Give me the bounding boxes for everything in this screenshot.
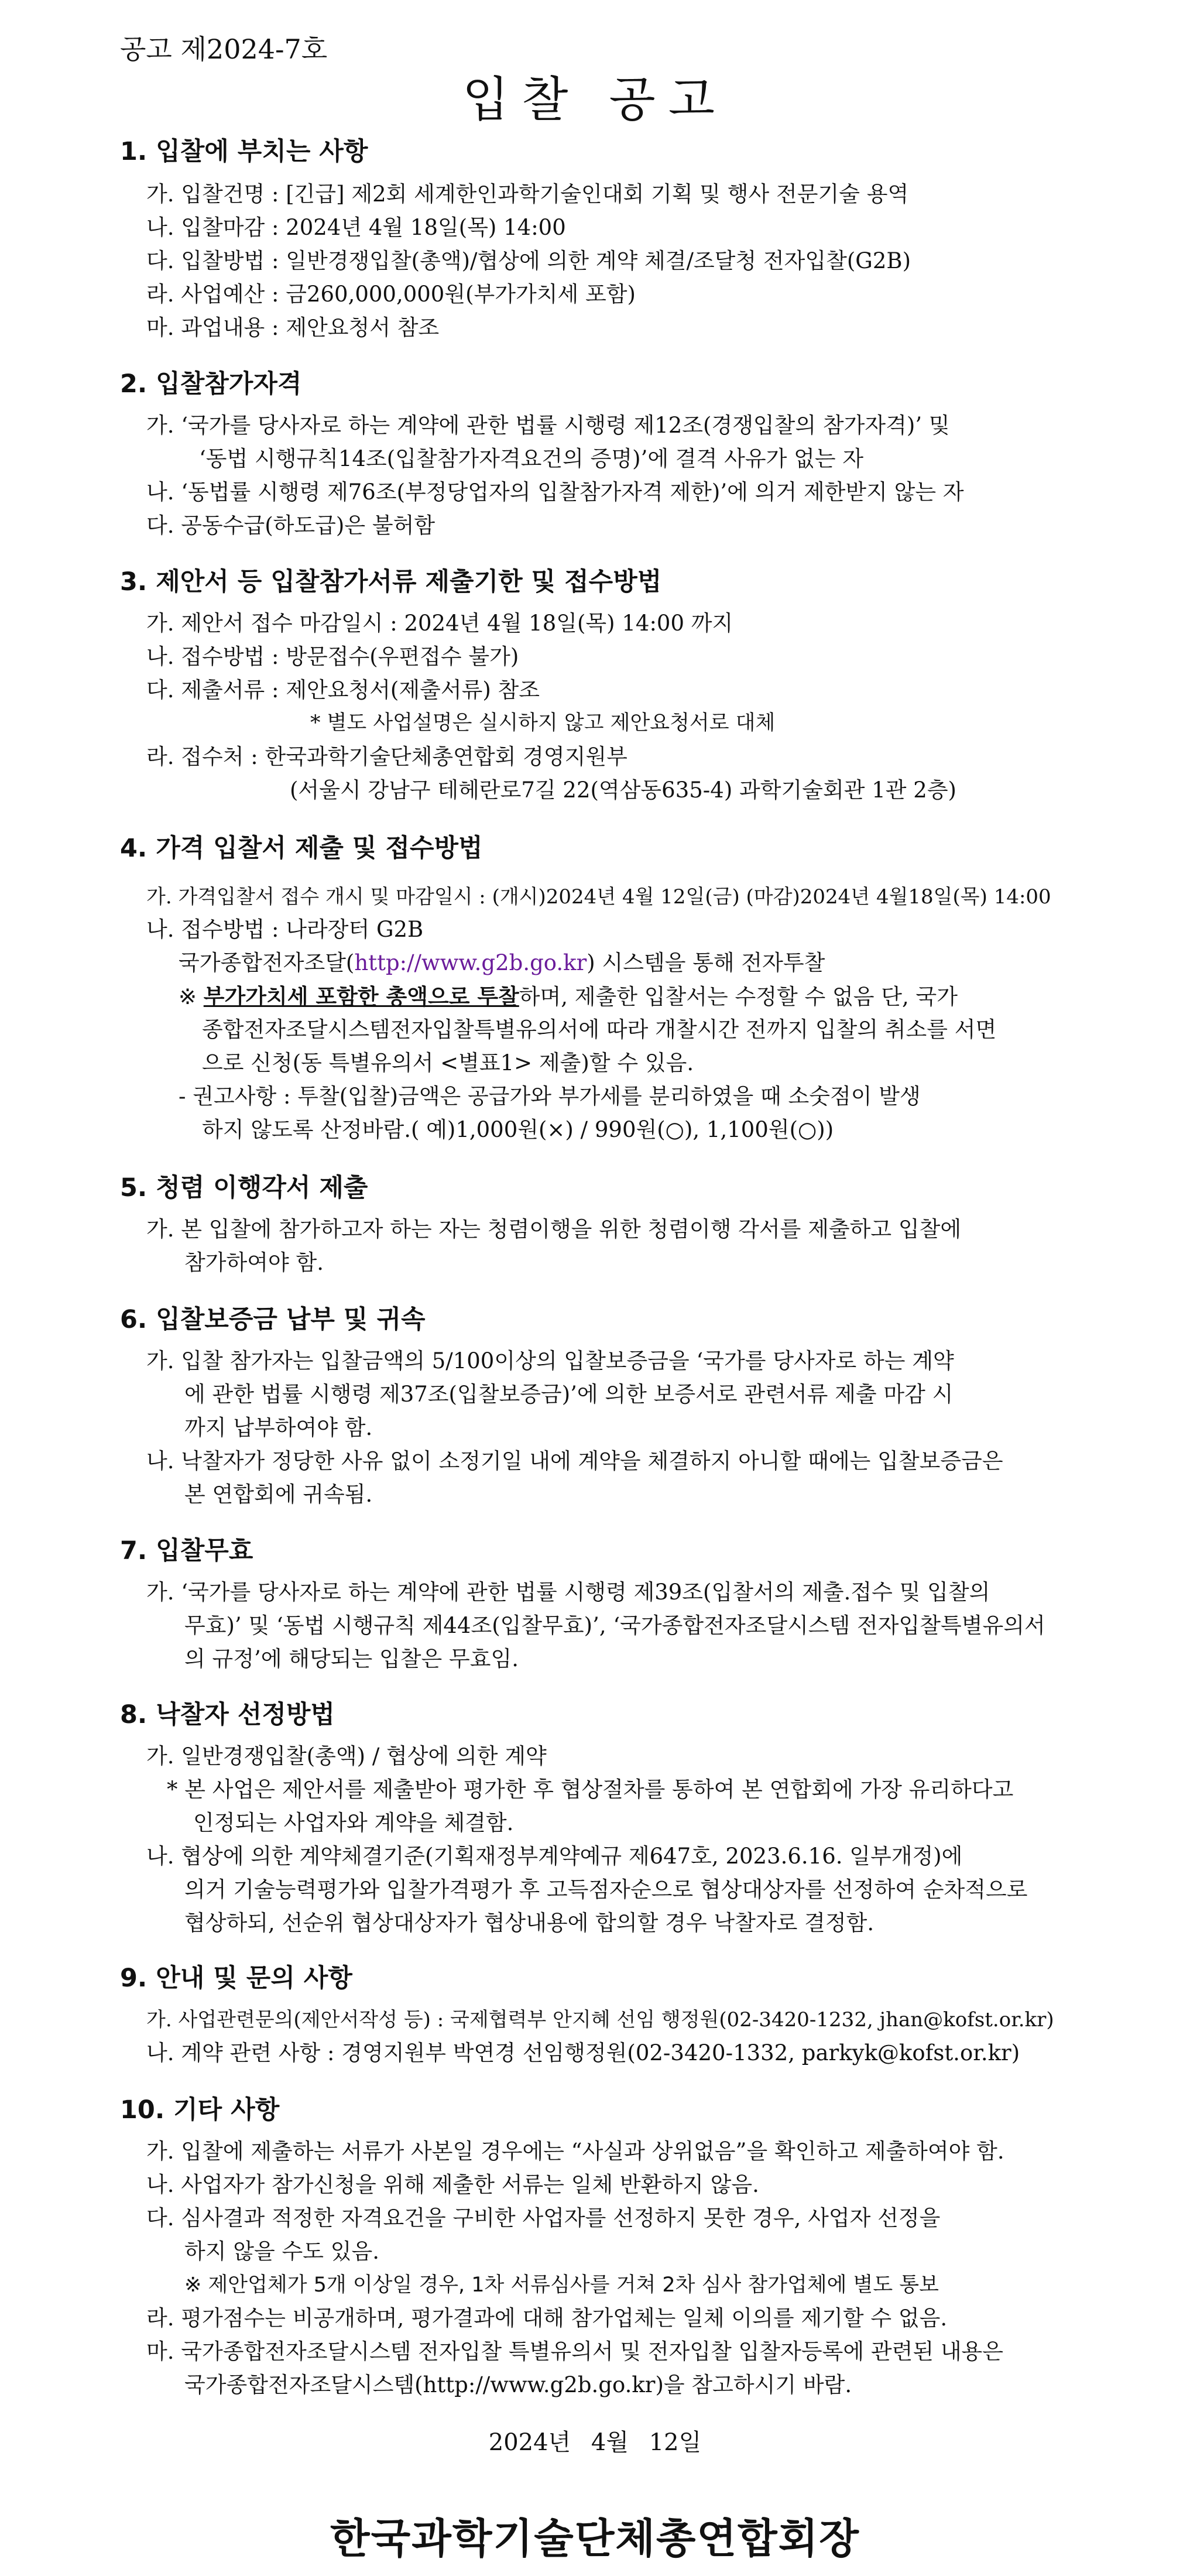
s10-line-4: 하지 않을 수도 있음. [184,2239,379,2264]
s8-line-3: 인정되는 사업자와 계약을 체결함. [193,1810,514,1835]
s6-line-2: 에 관한 법률 시행령 제37조(입찰보증금)’에 의한 보증서로 관련서류 제출 마감 시 [184,1382,954,1407]
section-3-heading: 3. 제안서 등 입찰참가서류 제출기한 및 접수방법 [120,567,662,597]
section-4-heading: 4. 가격 입찰서 제출 및 접수방법 [120,834,483,863]
section-7-heading: 7. 입찰무효 [120,1536,253,1566]
g2b-link[interactable]: http://www.g2b.go.kr [354,950,587,975]
page-title: 입찰 공고 [462,72,728,128]
section-9-heading: 9. 안내 및 문의 사항 [120,1964,352,1993]
section-5-heading: 5. 청렴 이행각서 제출 [120,1173,368,1203]
s10-line-7: 마. 국가종합전자조달시스템 전자입찰 특별유의서 및 전자입찰 입찰자등록에 관련된 내용은 [146,2339,1004,2364]
s10-line-3: 다. 심사결과 적정한 자격요건을 구비한 사업자를 선정하지 못한 경우, 사업자 선정을 [146,2205,941,2231]
s10-line-2: 나. 사업자가 참가신청을 위해 제출한 서류는 일체 반환하지 않음. [146,2172,759,2197]
s4-line-2: 나. 접수방법 : 나라장터 G2B [146,917,424,942]
s4-line-8: 하지 않도록 산정바람.( 예)1,000원(×) / 990원(○), 1,100원(○)) [202,1117,834,1142]
note-mark: ※ [179,984,204,1009]
section-2-heading: 2. 입찰참가자격 [120,369,302,399]
s8-line-6: 협상하되, 선순위 협상대상자가 협상내용에 합의할 경우 낙찰자로 결정함. [184,1910,875,1936]
s10-line-6: 라. 평가점수는 비공개하며, 평가결과에 대해 참가업체는 일체 이의를 제기할 수 없음. [146,2306,948,2331]
s10-line-1: 가. 입찰에 제출하는 서류가 사본일 경우에는 “사실과 상위없음”을 확인하고 제출하여야 함. [146,2139,1004,2164]
section-10-heading: 10. 기타 사항 [120,2095,280,2125]
s4-line-3-suffix: ) 시스템을 통해 전자투찰 [587,950,825,975]
s3-line-2: 나. 접수방법 : 방문접수(우편접수 불가) [146,644,519,669]
s7-line-3: 의 규정’에 해당되는 입찰은 무효임. [184,1646,519,1671]
s3-line-4: * 별도 사업설명은 실시하지 않고 제안요청서로 대체 [310,711,776,735]
section-8-heading: 8. 낙찰자 선정방법 [120,1700,335,1729]
s6-line-4: 나. 낙찰자가 정당한 사유 없이 소정기일 내에 계약을 체결하지 아니할 때에는 입찰보증금은 [146,1448,1003,1474]
s3-line-5: 라. 접수처 : 한국과학기술단체총연합회 경영지원부 [146,744,627,769]
s1-line-3: 다. 입찰방법 : 일반경쟁입찰(총액)/협상에 의한 계약 체결/조달청 전자입찰(G2B) [146,248,911,273]
s6-line-3: 까지 납부하여야 함. [184,1415,373,1440]
s4-line-3-prefix: 국가종합전자조달( [179,950,355,975]
s4-line-7: - 권고사항 : 투찰(입찰)금액은 공급가와 부가세를 분리하였을 때 소숫점이 발생 [179,1084,921,1109]
s7-line-1: 가. ‘국가를 당사자로 하는 계약에 관한 법률 시행령 제39조(입찰서의 제출.접수 및 입찰의 [146,1580,990,1605]
s10-line-5: ※ 제안업체가 5개 이상일 경우, 1차 서류심사를 거쳐 2차 심사 참가업체에 별도 통보 [184,2273,939,2297]
s4-line-3 [179,948,825,978]
s4-line-1: 가. 가격입찰서 접수 개시 및 마감일시 : (개시)2024년 4월 12일(금) (마감)2024년 4월18일(목) 14:00 [146,885,1051,909]
s8-line-5: 의거 기술능력평가와 입찰가격평가 후 고득점자순으로 협상대상자를 선정하여 순차적으로 [184,1877,1028,1902]
s8-line-2: * 본 사업은 제안서를 제출받아 평가한 후 협상절차를 통하여 본 연합회에 가장 유리하다고 [167,1777,1014,1802]
notice-number: 공고 제2024-7호 [120,33,328,65]
section-1-heading: 1. 입찰에 부치는 사항 [120,137,368,166]
vat-emphasis: 부가가치세 포함한 총액으로 투찰 [203,984,519,1009]
s4-line-5: 종합전자조달시스템전자입찰특별유의서에 따라 개찰시간 전까지 입찰의 취소를 서면 [202,1017,997,1042]
s3-line-3: 다. 제출서류 : 제안요청서(제출서류) 참조 [146,677,540,703]
s2-line-1: 가. ‘국가를 당사자로 하는 계약에 관한 법률 시행령 제12조(경쟁입찰의 참가자격)’ 및 [146,413,950,438]
s10-line-8: 국가종합전자조달시스템(http://www.g2b.go.kr)을 참고하시기 바람. [184,2372,852,2397]
s4-line-4 [179,982,958,1012]
s6-line-5: 본 연합회에 귀속됨. [184,1482,373,1507]
s1-line-5: 마. 과업내용 : 제안요청서 참조 [146,315,440,340]
s4-line-6: 으로 신청(동 특별유의서 <별표1> 제출)할 수 있음. [202,1050,694,1075]
s3-line-6: (서울시 강남구 테헤란로7길 22(역삼동635-4) 과학기술회관 1관 2층) [290,777,956,803]
s5-line-2: 참가하여야 함. [184,1250,324,1275]
issuing-organization: 한국과학기술단체총연합회장 [330,2514,860,2563]
s2-line-4: 다. 공동수급(하도급)은 불허함 [146,513,435,538]
s2-line-3: 나. ‘동법률 시행령 제76조(부정당업자의 입찰참가자격 제한)’에 의거 제한받지 않는 자 [146,479,964,505]
s5-line-1: 가. 본 입찰에 참가하고자 하는 자는 청렴이행을 위한 청렴이행 각서를 제출하고 입찰에 [146,1217,962,1242]
s2-line-2: ‘동법 시행규칙14조(입찰참가자격요건의 증명)’에 결격 사유가 없는 자 [199,446,864,471]
s9-line-2: 나. 계약 관련 사항 : 경영지원부 박연경 선임행정원(02-3420-1332, parkyk@kofst.or.kr) [146,2040,1020,2065]
s8-line-4: 나. 협상에 의한 계약체결기준(기획재정부계약예규 제647호, 2023.6.16. 일부개정)에 [146,1844,963,1869]
section-6-heading: 6. 입찰보증금 납부 및 귀속 [120,1305,426,1334]
notice-date: 2024년 4월 12일 [488,2429,702,2456]
s1-line-4: 라. 사업예산 : 금260,000,000원(부가가치세 포함) [146,282,636,307]
s1-line-2: 나. 입찰마감 : 2024년 4월 18일(목) 14:00 [146,215,566,240]
s4-line-4-rest: 하며, 제출한 입찰서는 수정할 수 없음 단, 국가 [519,984,958,1009]
s3-line-1: 가. 제안서 접수 마감일시 : 2024년 4월 18일(목) 14:00 까지 [146,611,733,636]
s1-line-1: 가. 입찰건명 : [긴급] 제2회 세계한인과학기술인대회 기획 및 행사 전문기술 용역 [146,181,909,207]
s8-line-1: 가. 일반경쟁입찰(총액) / 협상에 의한 계약 [146,1743,547,1769]
s9-line-1: 가. 사업관련문의(제안서작성 등) : 국제협력부 안지혜 선임 행정원(02-3420-1232, jhan@kofst.or.kr) [146,2008,1054,2032]
s6-line-1: 가. 입찰 참가자는 입찰금액의 5/100이상의 입찰보증금을 ‘국가를 당사자로 하는 계약 [146,1348,954,1373]
s7-line-2: 무효)’ 및 ‘동법 시행규칙 제44조(입찰무효)’, ‘국가종합전자조달시스템 전자입찰특별유의서 [184,1613,1045,1638]
